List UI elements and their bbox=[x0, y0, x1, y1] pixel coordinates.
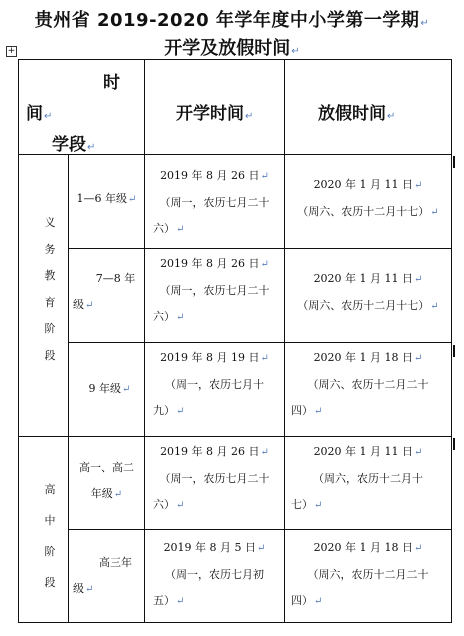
grade-cell: 9 年级↵ bbox=[88, 382, 131, 395]
grade-cell: 高三年 级↵ bbox=[73, 556, 132, 595]
open-date-cell: 2019 年 8 月 26 日↵ （周一，农历七月二十 六）↵ bbox=[153, 445, 270, 511]
holiday-date-cell: 2020 年 1 月 18 日↵ （周六、农历十二月二十 四）↵ bbox=[291, 351, 429, 417]
grade-cell: 1—6 年级↵ bbox=[76, 192, 137, 205]
holiday-date-cell: 2020 年 1 月 11 日↵ （周六、农历十二月十七）↵ bbox=[297, 178, 439, 218]
group-high-school: 高 中 阶 段 bbox=[44, 483, 56, 589]
open-date-cell: 2019 年 8 月 5 日↵ （周一，农历七月初 五）↵ bbox=[153, 541, 266, 607]
header-open-time: 开学时间↵ bbox=[176, 104, 254, 124]
grade-cell: 7—8 年 级↵ bbox=[73, 272, 136, 311]
title-line-1: 贵州省 2019-2020 年学年度中小学第一学期↵ bbox=[34, 10, 430, 31]
group-compulsory: 义 务 教 育 阶 段 bbox=[44, 216, 56, 362]
table-move-handle-icon[interactable]: + bbox=[7, 46, 16, 56]
holiday-date-cell: 2020 年 1 月 11 日↵ （周六，农历十二月十 七）↵ bbox=[291, 445, 423, 511]
header-diag-time: 时 bbox=[103, 73, 120, 93]
header-holiday-time: 放假时间↵ bbox=[318, 104, 396, 124]
open-date-cell: 2019 年 8 月 19 日↵ （周一，农历七月十 九）↵ bbox=[153, 351, 269, 417]
grade-cell: 高一、高二 年级↵ bbox=[79, 461, 134, 500]
holiday-date-cell: 2020 年 1 月 11 日↵ （周六、农历十二月十七）↵ bbox=[297, 272, 439, 312]
open-date-cell: 2019 年 8 月 26 日↵ （周一，农历七月二十 六）↵ bbox=[153, 257, 270, 323]
title-line-2: 开学及放假时间↵ bbox=[164, 38, 300, 59]
open-date-cell: 2019 年 8 月 26 日↵ （周一，农历七月二十 六）↵ bbox=[153, 169, 270, 235]
header-diag-jian: 间↵ bbox=[26, 104, 53, 124]
header-stage: 学段↵ bbox=[52, 135, 96, 155]
holiday-date-cell: 2020 年 1 月 18 日↵ （周六，农历十二月二十 四）↵ bbox=[291, 541, 429, 607]
